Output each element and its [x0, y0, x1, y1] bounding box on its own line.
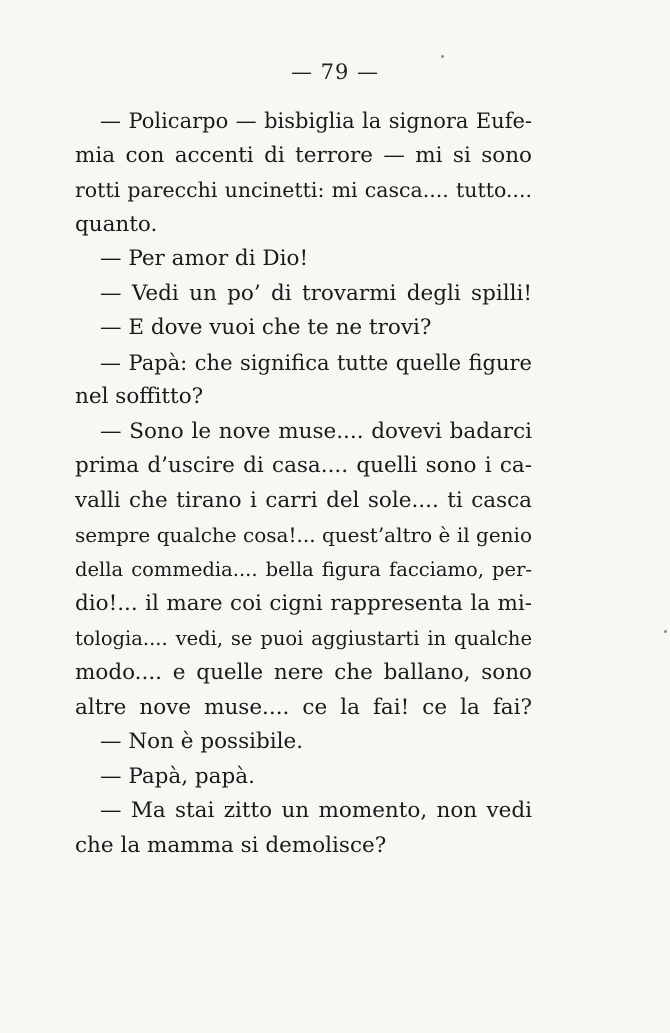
text-line: altre nove muse.... ce la fai! ce la fai? [75, 694, 532, 720]
text-line: prima d’uscire di casa.... quelli sono i ca- [75, 453, 532, 478]
text-line: valli che tirano i carri del sole.... ti casca [75, 487, 532, 513]
text-line: che la mamma si demolisce? [75, 832, 387, 858]
text-line: — Vedi un po’ di trovarmi degli spilli! [100, 280, 532, 306]
text-line: — Papà: che significa tutte quelle figure [100, 350, 532, 375]
text-line: — Sono le nove muse.... dovevi badarci [100, 418, 532, 444]
text-line: modo.... e quelle nere che ballano, sono [75, 660, 532, 685]
text-line: nel soffitto? [75, 384, 204, 409]
text-line: della commedia.... bella figura facciamo, per- [75, 557, 532, 581]
text-line: — Policarpo — bisbiglia la signora Eufe- [100, 109, 532, 133]
text-line: — Per amor di Dio! [100, 246, 309, 271]
page-number: — 79 — [290, 60, 380, 84]
text-line: — E dove vuoi che te ne trovi? [100, 315, 432, 340]
paper-speck [441, 55, 444, 58]
page-text [75, 104, 532, 863]
paper-speck [664, 630, 667, 633]
text-line: — Ma stai zitto un momento, non vedi [100, 798, 532, 823]
text-line: — Papà, papà. [100, 763, 255, 789]
text-line: mia con accenti di terrore — mi si sono [75, 142, 532, 168]
text-line: rotti parecchi uncinetti: mi casca.... tutto.... [75, 178, 532, 202]
text-line: tologia.... vedi, se puoi aggiustarti in qualche [75, 626, 532, 650]
text-line: sempre qualche cosa!... quest’altro è il genio [75, 523, 532, 547]
text-line: dio!... il mare coi cigni rappresenta la mi- [75, 591, 532, 616]
text-line: quanto. [75, 211, 158, 237]
text-line: — Non è possibile. [100, 729, 304, 754]
